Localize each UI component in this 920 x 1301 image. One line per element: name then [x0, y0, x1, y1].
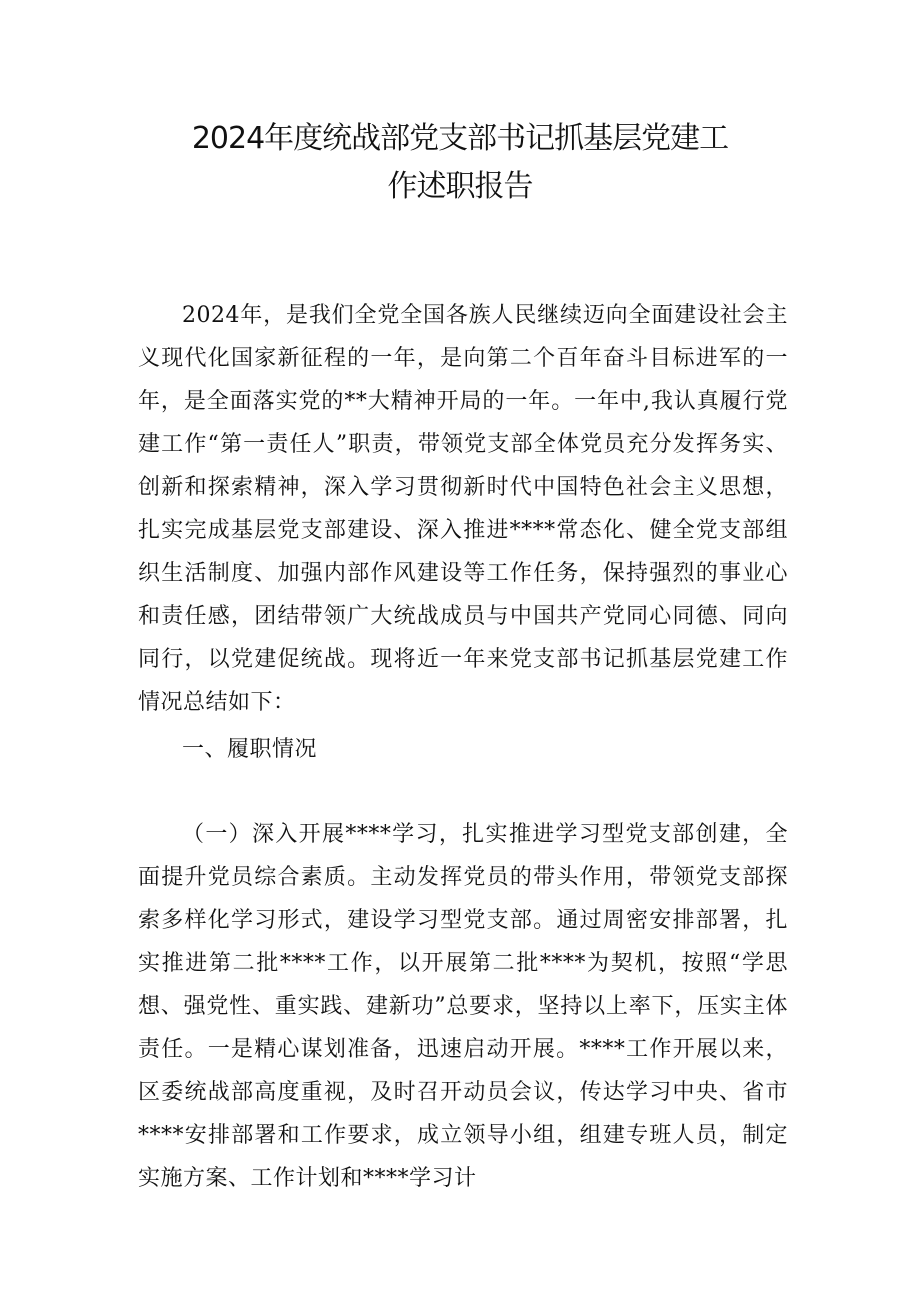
intro-paragraph: 2024年，是我们全党全国各族人民继续迈向全面建设社会主义现代化国家新征程的一年，是向第二个百年奋斗目标进军的一年，是全面落实党的**大精神开局的一年。一年中,我认真履行党建工作“第一责任人”职责，带领党支部全体党员充分发挥务实、创新和探索精神，深入学习贯彻新时代中国特色社会主义思想，扎实完成基层党支部建设、深入推进****常态化、健全党支部组织生活制度、加强内部作风建设等工作任务，保持强烈的事业心和责任感，团结带领广大统战成员与中国共产党同心同德、同向同行，以党建促统战。现将近一年来党支部书记抓基层党建工作情况总结如下：	[138, 303, 788, 715]
subsection-paragraph: （一）深入开展****学习，扎实推进学习型党支部创建，全面提升党员综合素质。主动发挥党员的带头作用，带领党支部探索多样化学习形式，建设学习型党支部。通过周密安排部署，扎实推进第二批****工作，以开展第二批****为契机，按照“学思想、强党性、重实践、建新功”总要求，坚持以上率下，压实主体责任。一是精心谋划准备，迅速启动开展。****工作开展以来，区委统战部高度重视，及时召开动员会议，传达学习中央、省市****安排部署和工作要求，成立领导小组，组建专班人员，制定实施方案、工作计划和****学习计	[138, 822, 788, 1191]
document-title-line-2: 作述职报告	[387, 169, 533, 204]
document-title-line-1: 2024年度统战部党支部书记抓基层党建工	[191, 121, 729, 156]
section-heading: 一、履职情况	[182, 737, 318, 762]
